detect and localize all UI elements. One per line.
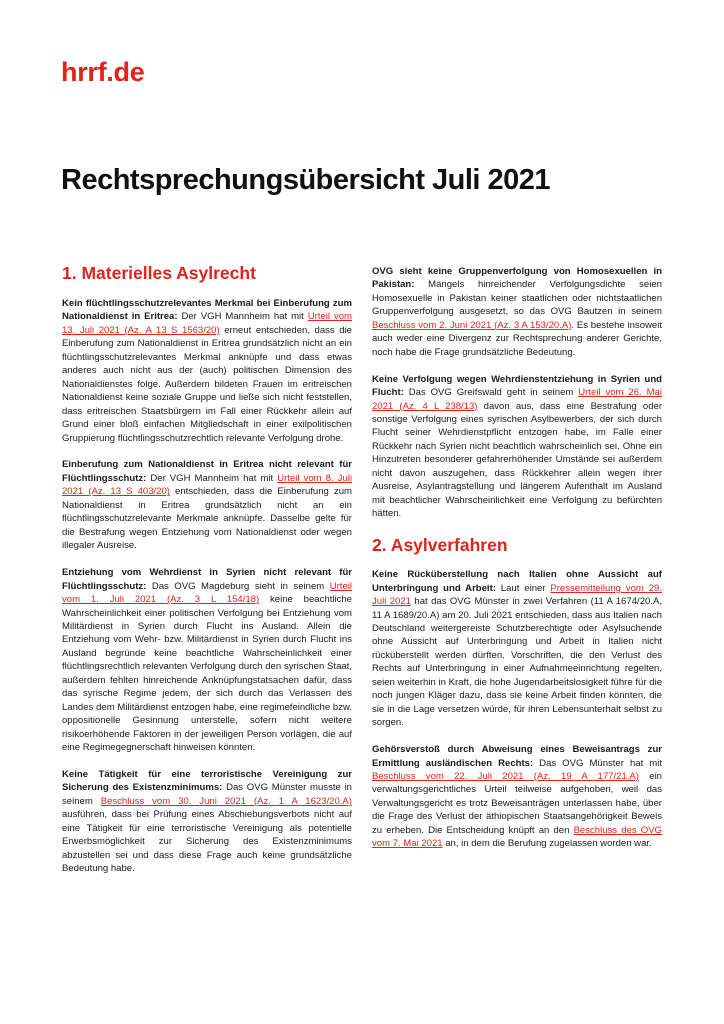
article-text: Mangels hinreichender Verfolgungsdichte seien Homosexuelle in Pakistan keiner staatlichen oder nichtstaatlichen Gruppenverfolgung ausgesetzt, so das OVG Bautzen in seinem: [372, 279, 662, 318]
article-headline: Keine Rücküberstellung nach Italien ohne Aussicht auf Unterbringung und Arbeit:: [372, 569, 662, 594]
article-text: ein verwaltungsgerichtliches Urteil teilweise aufgehoben, weil das Verwaltungsgericht es trotz Beweisanträgen unterlassen habe, über die Frage des Verlust der äthiopischen Staatsangehörigkeit Beweis zu erheben. Die Entscheidung knüpft an den: [372, 771, 662, 836]
article-gehoersverstoss: [372, 743, 662, 851]
article-text: Das OVG Münster musste in seinem: [62, 782, 352, 807]
article-text: davon aus, dass eine Bestrafung oder sonstige Verfolgung eines syrischen Asylbewerbers, der sich durch Flucht seiner Wehrdienstpflicht entzogen habe, im Falle einer Rückkehr nach Syrien nicht beachtlich wahrscheinlich sei. Ohne ein Hinzutreten besonderer gefahrerhöhender Umstände sei außerdem nicht davon auszugehen, dass Rückkehrer allein wegen ihrer Ausreise, Asylantragstellung und längerem Aufenthalt im Ausland mit beachtlicher Wahrscheinlichkeit eine Verfolgung zu befürchten hätten.: [372, 400, 663, 520]
section-heading-asylverfahren: 2. Asylverfahren: [372, 535, 508, 556]
press-release-link[interactable]: Pressemitteilung vom 29. Juli 2021: [372, 582, 662, 608]
decision-link[interactable]: Beschluss vom 2. Juni 2021 (Az. 3 A 153/20.A): [372, 319, 572, 331]
site-logo[interactable]: hrrf.de: [61, 57, 145, 87]
article-headline: Kein flüchtlingsschutzrelevantes Merkmal bei Einberufung zum Nationaldienst in Eritrea:: [62, 298, 352, 323]
article-eritrea-nationaldienst: [62, 297, 352, 445]
decision-link[interactable]: Urteil vom 8. Juli 2021 (Az. 13 S 403/20): [62, 472, 352, 498]
article-syrien-wehrdienst: [62, 566, 352, 754]
article-headline: Einberufung zum Nationaldienst in Eritrea nicht relevant für Flüchtlingsschutz:: [62, 459, 352, 484]
article-terroristische-vereinigung: [62, 768, 352, 876]
article-text: Laut einer: [495, 582, 551, 594]
decision-link[interactable]: Beschluss des OVG vom 7. Mai 2021: [372, 824, 662, 850]
article-headline: Entziehung vom Wehrdienst in Syrien nicht relevant für Flüchtlingsschutz:: [62, 567, 352, 592]
article-text: hat das OVG Münster in zwei Verfahren (11 A 1674/20.A, 11 A 1689/20.A) am 20. Juli 2021 entschieden, dass aus Italien nach Deutschland weitergereiste Schutzberechtigte oder Asylsuchende ohne Aussicht auf Unterbringung und Arbeit in Italien nicht rücküberstellt werden dürften. Vorschriften, die den Verlust des Rechts auf Unterbringung in einer Aufnahmeeinrichtung regelten, seien weiterhin in Kraft, die hohe Jugendarbeitslosigkeit führe für die noch jungen Kläger dazu, dass sie keine Arbeit finden könnten, die sie in die Lage versetzen würde, für ihren Lebensunterhalt selbst zu sorgen.: [372, 596, 662, 729]
article-headline: Keine Verfolgung wegen Wehrdienstentziehung in Syrien und Flucht:: [372, 373, 662, 399]
article-text: an, in dem die Berufung zugelassen worden war.: [442, 838, 652, 850]
decision-link[interactable]: Urteil vom 26. Mai 2021 (Az. 4 L 238/13): [372, 387, 662, 412]
article-syrien-flucht: [372, 373, 662, 521]
article-headline: OVG sieht keine Gruppenverfolgung von Homosexuellen in Pakistan:: [372, 266, 662, 291]
article-text: erneut entschieden, dass die Einberufung zum Nationaldienst in Eritrea grundsätzlich nicht an ein flüchtlingsschutzrelevantes Merkmal anknüpfe und dass etwas anderes auch nicht aus der (auch) politischen Dimension des Nationaldienstes folge. Außerdem bildeten Frauen im eritreischen Nationaldienst keine soziale Gruppe und ließe sich nicht feststellen, dass eritreischen Staatsbürgern im Fall einer Rückkehr allein auf Grund einer bloß einfachen Mitgliedschaft in einer exilpolitischen Gruppierung flüchtlingsschutzrechtlich relevante Verfolgung drohe.: [62, 324, 352, 444]
article-text: ausführen, dass bei Prüfung eines Abschiebungsverbots nicht auf eine Tätigkeit für eine terroristische Vereinigung als potentielle Erwerbsmöglichkeit zur Sicherung des Existenzminimums abzustellen sei und dass diese Frage auch keine grundsätzliche Bedeutung habe.: [62, 809, 352, 875]
article-text: Der VGH Mannheim hat mit: [146, 472, 278, 484]
article-italien-rueckueberstellung: [372, 568, 662, 729]
decision-link[interactable]: Urteil vom 13. Juli 2021 (Az. A 13 S 1563/20): [62, 311, 352, 336]
left-column: [62, 262, 352, 889]
article-eritrea-fluechtlingsschutz: [62, 458, 352, 552]
article-headline: Gehörsverstoß durch Abweisung eines Beweisantrags zur Ermittlung ausländischen Rechts:: [372, 744, 662, 769]
decision-link[interactable]: Beschluss vom 22. Juli 2021 (Az. 19 A 177/21.A): [372, 771, 639, 782]
decision-link[interactable]: Urteil vom 1. Juli 2021 (Az. 3 L 154/18): [62, 580, 352, 606]
article-text: Das OVG Greifswald geht in seinem: [403, 387, 579, 399]
article-headline: Keine Tätigkeit für eine terroristische Vereinigung zur Sicherung des Existenzminimums:: [62, 769, 352, 794]
article-text: . Es bestehe insoweit auch weder eine Divergenz zur Rechtsprechung anderer Gerichte, noch habe die Frage grundsätzliche Bedeutung.: [372, 319, 662, 358]
page-title: Rechtsprechungsübersicht Juli 2021: [61, 164, 551, 196]
section-heading-materielles-asylrecht: 1. Materielles Asylrecht: [62, 263, 256, 283]
article-pakistan-homosexuelle: [372, 265, 662, 359]
article-text: keine beachtliche Wahrscheinlichkeit einer politischen Verfolgung bei Entziehung vom Militärdienst in Syrien durch Flucht ins Ausland. Allein die Entziehung vom Wehr- bzw. Militärdienst in Syrien durch Flucht ins Ausland begründe keine beachtliche Wahrscheinlichkeit einer flüchtlingsrechtlich relevanten Verfolgung durch den syrischen Staat, außerdem fehlten hinreichende Anknüpfungstatsachen dafür, dass das syrische Regime jedem, der sich durch das Verlassen des Landes dem Militärdienst entzogen habe, eine regimefeindliche bzw. oppositionelle Gesinnung unterstelle, sofern nicht weitere risikoerhöhende Faktoren in der jeweiligen Person vorlägen, die auf eine Regimegegnerschaft hinweisen könnten.: [62, 594, 352, 754]
right-column: [372, 265, 662, 864]
article-text: Das OVG Magdeburg sieht in seinem: [146, 580, 330, 592]
article-text: Das OVG Münster hat mit: [533, 757, 662, 769]
article-text: entschieden, dass die Einberufung zum Nationaldienst in Eritrea grundsätzlich nicht an ein flüchtlingsschutzrelevante Merkmale anknüpfe. Dasselbe gelte für die Bestrafung wegen Entziehung vom Nationaldienst oder wegen illegaler Ausreise.: [62, 486, 352, 552]
article-text: Der VGH Mannheim hat mit: [177, 311, 308, 323]
decision-link[interactable]: Beschluss vom 30. Juni 2021 (Az. 1 A 1623/20.A): [100, 795, 352, 807]
